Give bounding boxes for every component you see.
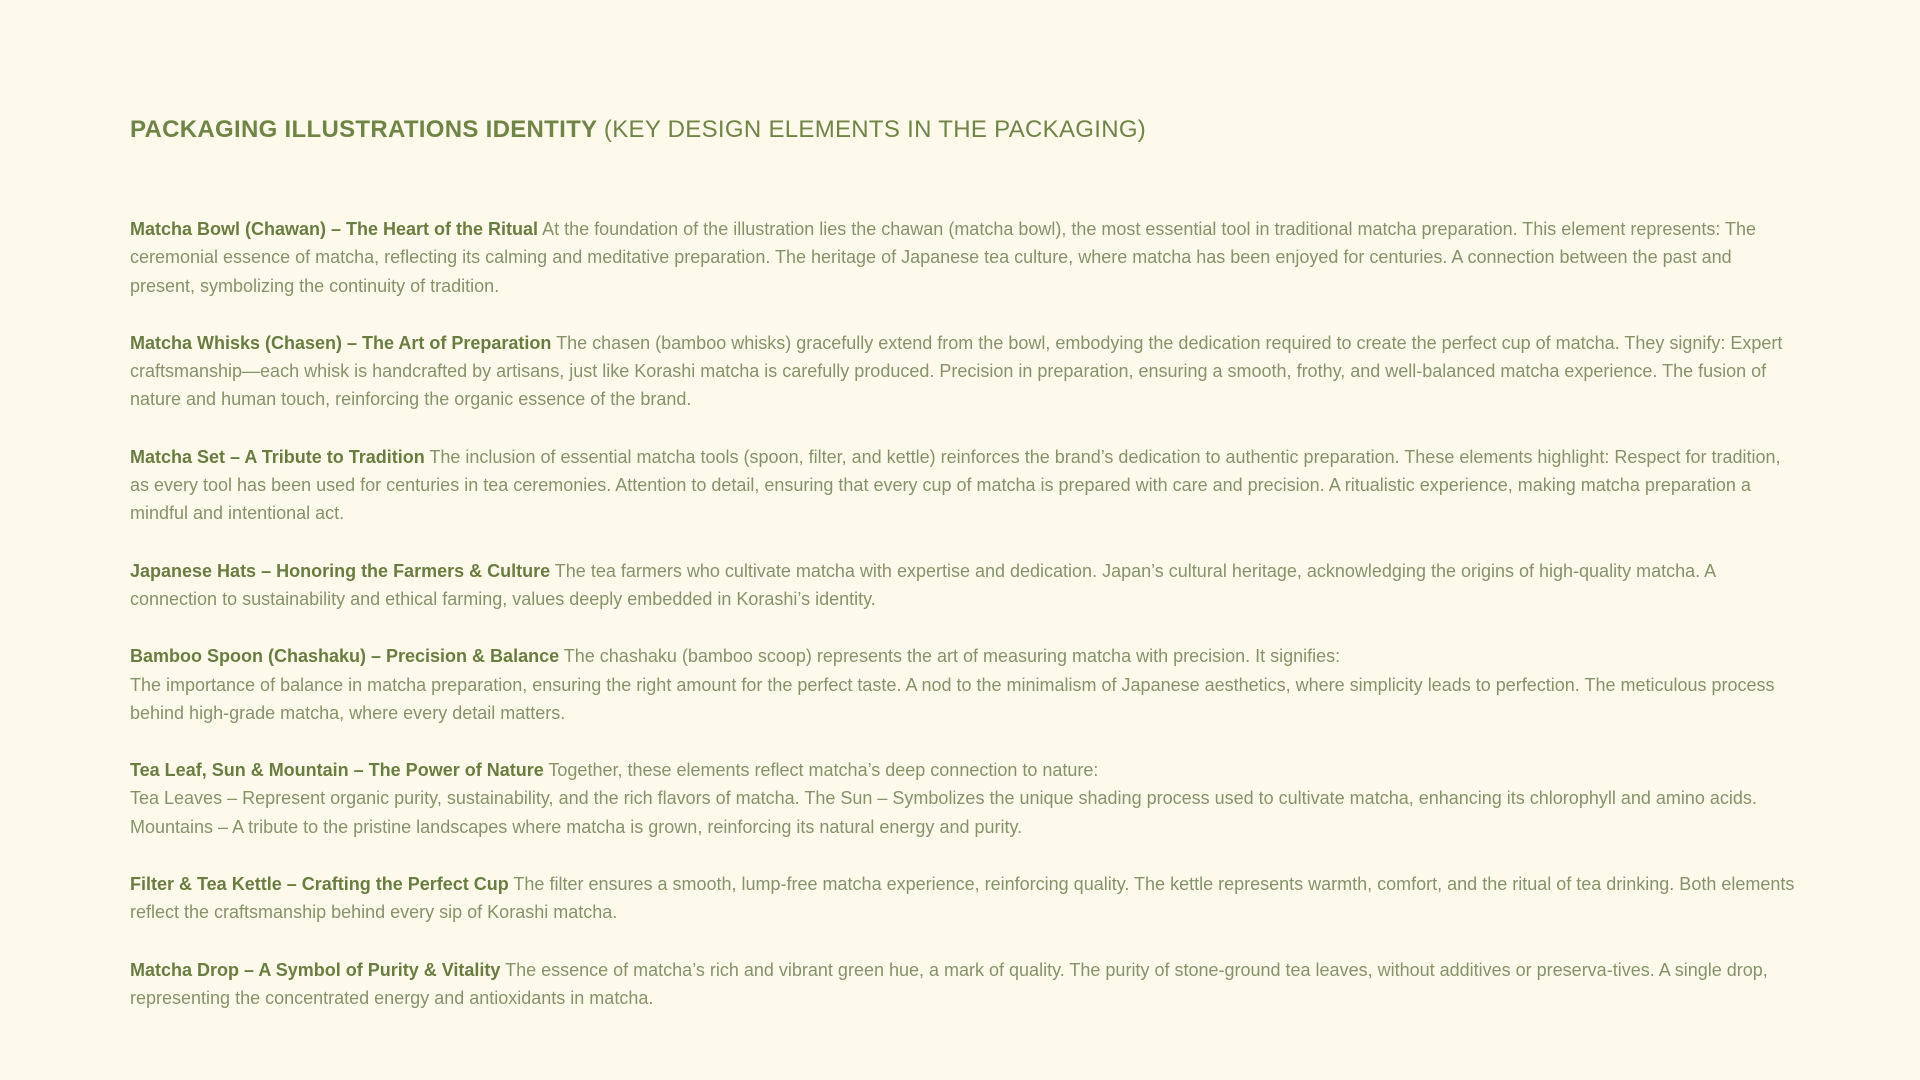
page-title-bold: PACKAGING ILLUSTRATIONS IDENTITY bbox=[130, 116, 597, 143]
section-body-continued: The importance of balance in matcha preparation, ensuring the right amount for the perfect taste. A nod to the minimalism of Japanese aesthetics, where simplicity leads to perfection. The meticulous process behind high-grade matcha, where every detail matters. bbox=[130, 674, 1775, 723]
section-heading: Filter & Tea Kettle – Crafting the Perfect Cup bbox=[130, 874, 509, 895]
section-heading: Japanese Hats – Honoring the Farmers & Culture bbox=[130, 560, 551, 581]
section-filter-tea-kettle bbox=[130, 870, 1800, 927]
section-heading: Tea Leaf, Sun & Mountain – The Power of Nature bbox=[130, 760, 544, 781]
section-body: At the foundation of the illustration lies the chawan (matcha bowl), the most essential tool in traditional matcha preparation. This element represents: The ceremonial essence of matcha, reflecting its calming and meditative preparation. The heritage of Japanese tea culture, where matcha has been enjoyed for centuries. A connection between the past and present, symbolizing the continuity of tradition. bbox=[130, 219, 1757, 296]
sections-list bbox=[130, 215, 1810, 1012]
section-bamboo-spoon bbox=[130, 642, 1800, 727]
section-matcha-whisks bbox=[130, 329, 1800, 414]
section-heading: Matcha Set – A Tribute to Tradition bbox=[130, 446, 425, 467]
section-tea-leaf-sun-mountain bbox=[130, 756, 1800, 841]
section-japanese-hats bbox=[130, 557, 1800, 614]
section-heading: Matcha Bowl (Chawan) – The Heart of the Ritual bbox=[130, 219, 539, 239]
section-body: Together, these elements reflect matcha’s deep connection to nature: bbox=[548, 760, 1099, 781]
page-title bbox=[130, 114, 1810, 146]
section-matcha-drop bbox=[130, 956, 1800, 1013]
section-heading: Matcha Drop – A Symbol of Purity & Vitality bbox=[130, 959, 501, 980]
section-matcha-set bbox=[130, 443, 1800, 528]
section-body: The inclusion of essential matcha tools (spoon, filter, and kettle) reinforces the brand’s dedication to authentic preparation. These elements highlight: Respect for tradition, as every tool has been used for centuries in tea ceremonies. Attention to detail, ensuring that every cup of matcha is prepared with care and precision. A ritualistic experience, making matcha preparation a mindful and intentional act. bbox=[130, 446, 1781, 524]
section-body: The essence of matcha’s rich and vibrant green hue, a mark of quality. The purity of stone-ground tea leaves, without additives or preserva-tives. A single drop, representing the concentrated energy and antioxidants in matcha. bbox=[130, 959, 1768, 1008]
section-heading: Matcha Whisks (Chasen) – The Art of Preparation bbox=[130, 332, 552, 353]
section-body: The tea farmers who cultivate matcha with expertise and dedication. Japan’s cultural heritage, acknowledging the origins of high-quality matcha. A connection to sustainability and ethical farming, values deeply embedded in Korashi’s identity. bbox=[130, 560, 1716, 609]
section-matcha-bowl bbox=[130, 215, 1800, 300]
section-heading: Bamboo Spoon (Chashaku) – Precision & Balance bbox=[130, 646, 560, 667]
section-body-continued: Tea Leaves – Represent organic purity, sustainability, and the rich flavors of matcha. The Sun – Symbolizes the unique shading process used to cultivate matcha, enhancing its chlorophyll and amino acids. Mountains – A tribute to the pristine landscapes where matcha is grown, reinforcing its natural energy and purity. bbox=[130, 788, 1757, 837]
section-body: The chashaku (bamboo scoop) represents the art of measuring matcha with precision. It signifies: bbox=[563, 646, 1341, 667]
section-body: The chasen (bamboo whisks) gracefully extend from the bowl, embodying the dedication required to create the perfect cup of matcha. They signify: Expert craftsmanship—each whisk is handcrafted by artisans, just like Korashi matcha is carefully produced. Precision in preparation, ensuring a smooth, frothy, and well-balanced matcha experience. The fusion of nature and human touch, reinforcing the organic essence of the brand. bbox=[130, 332, 1783, 410]
page-title-subtitle: (KEY DESIGN ELEMENTS IN THE PACKAGING) bbox=[603, 116, 1147, 143]
section-body: The filter ensures a smooth, lump-free matcha experience, reinforcing quality. The kettle represents warmth, comfort, and the ritual of tea drinking. Both elements reflect the craftsmanship behind every sip of Korashi matcha. bbox=[130, 874, 1795, 923]
